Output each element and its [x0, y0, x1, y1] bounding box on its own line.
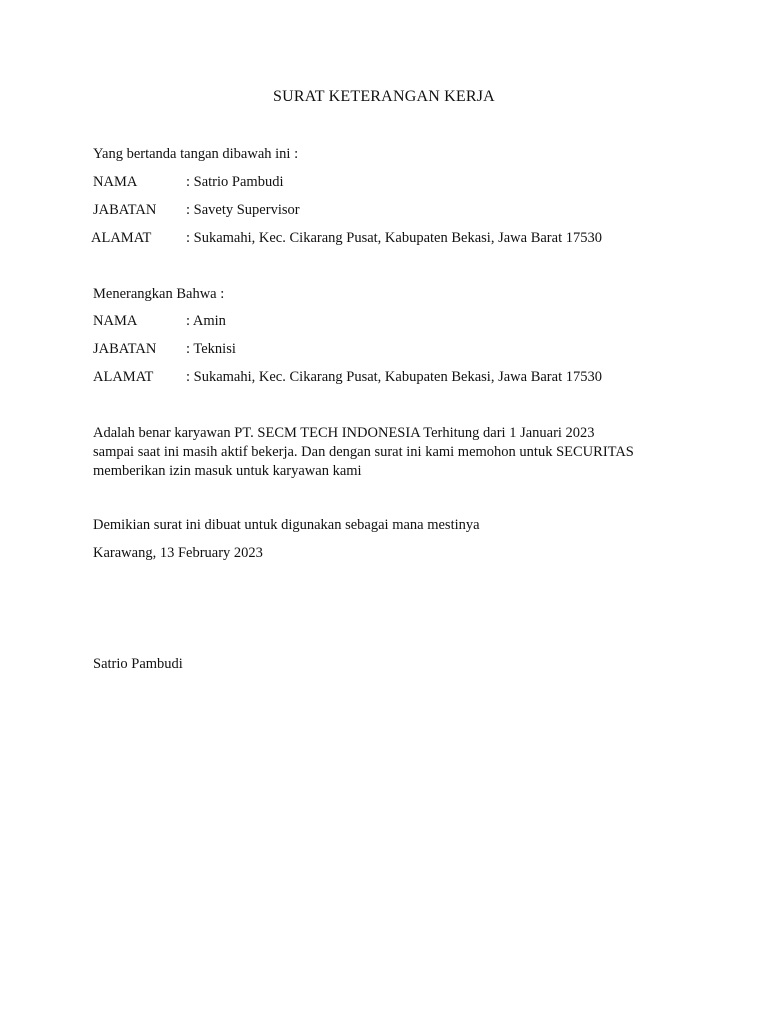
subject-intro: Menerangkan Bahwa :: [93, 286, 225, 302]
signer-position-row: [93, 202, 693, 219]
signer-address-value: : Sukamahi, Kec. Cikarang Pusat, Kabupaten Bekasi, Jawa Barat 17530: [186, 230, 602, 246]
signer-intro: Yang bertanda tangan dibawah ini :: [93, 146, 299, 162]
subject-name-row: [93, 313, 693, 330]
subject-name-value: : Amin: [186, 313, 226, 329]
signer-name-value: : Satrio Pambudi: [186, 174, 284, 190]
subject-position-value: : Teknisi: [186, 341, 236, 357]
signer-name-label: NAMA: [93, 174, 138, 190]
place-date: Karawang, 13 February 2023: [93, 545, 263, 561]
statement-line: sampai saat ini masih aktif bekerja. Dan dengan surat ini kami memohon untuk SECURITAS: [93, 444, 634, 460]
subject-address-row: [93, 369, 693, 386]
statement-line: memberikan izin masuk untuk karyawan kami: [93, 463, 362, 479]
document-title: SURAT KETERANGAN KERJA: [273, 88, 495, 105]
subject-position-label: JABATAN: [93, 341, 157, 357]
statement-line: Adalah benar karyawan PT. SECM TECH INDONESIA Terhitung dari 1 Januari 2023: [93, 425, 595, 441]
subject-address-label: ALAMAT: [93, 369, 154, 385]
signer-name-row: [93, 174, 693, 191]
signer-position-label: JABATAN: [93, 202, 157, 218]
subject-position-row: [93, 341, 693, 358]
subject-address-value: : Sukamahi, Kec. Cikarang Pusat, Kabupaten Bekasi, Jawa Barat 17530: [186, 369, 602, 385]
signature-name: Satrio Pambudi: [93, 656, 183, 672]
signer-address-row: [91, 230, 691, 247]
closing-statement: Demikian surat ini dibuat untuk digunakan sebagai mana mestinya: [93, 517, 480, 533]
signer-address-label: ALAMAT: [91, 230, 152, 246]
subject-name-label: NAMA: [93, 313, 138, 329]
statement-paragraph: [93, 424, 673, 481]
signer-position-value: : Savety Supervisor: [186, 202, 300, 218]
